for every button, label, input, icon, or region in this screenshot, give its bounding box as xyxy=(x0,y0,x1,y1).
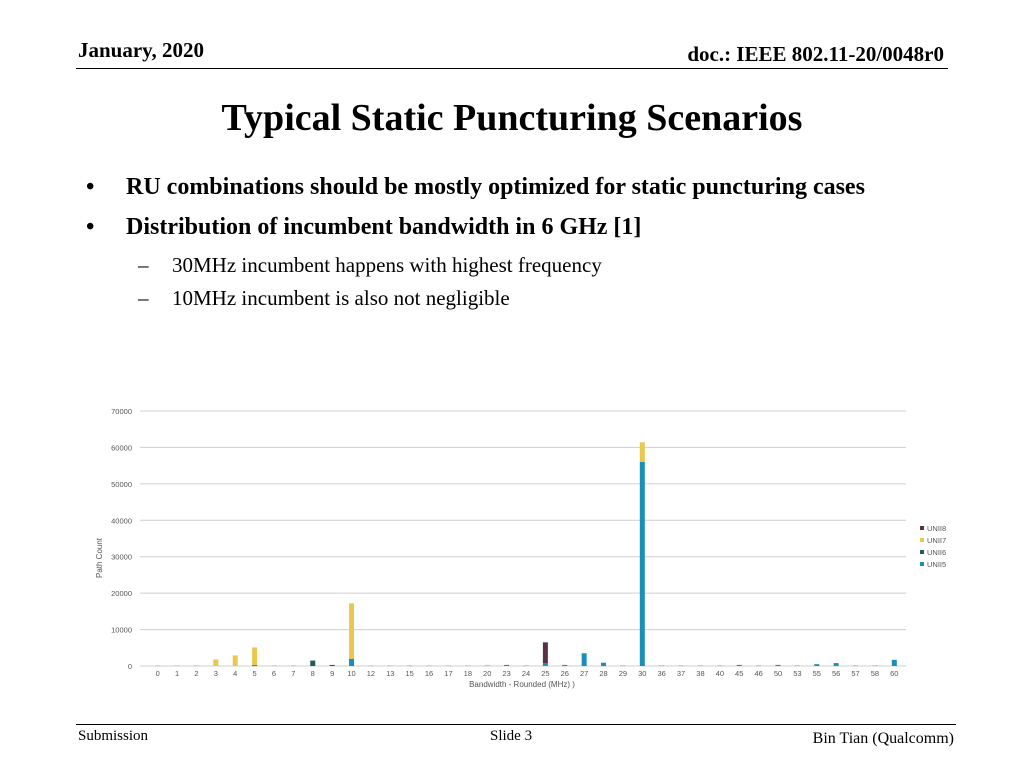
bar-empty-57 xyxy=(853,665,858,666)
bar-empty-40 xyxy=(717,665,722,666)
y-tick-label: 50000 xyxy=(111,479,132,489)
y-tick-label: 10000 xyxy=(111,625,132,635)
bar-unii7-3 xyxy=(213,659,218,666)
sub-bullet-text: 30MHz incumbent happens with highest frequency xyxy=(172,253,602,277)
bar-unii7-4 xyxy=(233,655,238,666)
bar-unii7-1 xyxy=(175,665,180,666)
chart-legend xyxy=(920,524,946,569)
legend-label: UNII6 xyxy=(927,548,947,557)
x-tick-label: 4 xyxy=(233,669,238,678)
bar-unii5-25 xyxy=(543,663,548,666)
bullet-dot-icon: • xyxy=(86,214,95,240)
x-tick-label: 38 xyxy=(696,669,705,678)
x-tick-label: 13 xyxy=(386,669,395,678)
legend-swatch xyxy=(920,538,924,542)
x-tick-label: 37 xyxy=(676,669,686,678)
bar-empty-37 xyxy=(679,665,684,666)
footer-author: Bin Tian (Qualcomm) xyxy=(812,730,954,747)
footer-submission: Submission xyxy=(78,728,149,744)
bar-unii5-30 xyxy=(640,462,645,666)
bar-unii5-55 xyxy=(814,664,819,666)
x-tick-label: 7 xyxy=(291,669,296,678)
y-tick-label: 30000 xyxy=(111,552,132,562)
x-tick-label: 20 xyxy=(483,669,492,678)
y-tick-label: 60000 xyxy=(111,443,132,453)
bar-unii8-25 xyxy=(543,642,548,663)
bar-empty-58 xyxy=(872,665,877,666)
x-tick-label: 15 xyxy=(405,669,414,678)
x-tick-label: 29 xyxy=(618,669,628,678)
footer-rule xyxy=(76,724,956,725)
bar-unii7-30 xyxy=(640,442,645,462)
bullet-text: RU combinations should be mostly optimized for static puncturing cases xyxy=(126,174,865,200)
bandwidth-distribution-chart xyxy=(90,398,960,698)
x-tick-label: 5 xyxy=(252,669,257,678)
header-rule xyxy=(76,68,948,69)
x-tick-label: 36 xyxy=(657,669,666,678)
bar-unii5-26 xyxy=(562,665,567,666)
dash-icon: – xyxy=(138,253,149,277)
x-tick-label: 3 xyxy=(213,669,218,678)
bar-unii6-9 xyxy=(330,665,335,666)
x-tick-label: 6 xyxy=(271,669,277,678)
x-tick-label: 23 xyxy=(502,669,511,678)
bullet-list xyxy=(86,170,966,313)
bar-empty-29 xyxy=(620,665,625,666)
bar-empty-24 xyxy=(524,665,529,666)
legend-label: UNII7 xyxy=(927,536,947,545)
bar-unii7-10 xyxy=(349,603,354,658)
x-tick-label: 16 xyxy=(424,669,434,678)
bar-unii5-28 xyxy=(601,663,606,666)
bar-empty-36 xyxy=(659,665,664,666)
x-tick-label: 60 xyxy=(890,669,899,678)
bar-unii5-56 xyxy=(834,663,839,666)
x-tick-label: 58 xyxy=(870,669,880,678)
x-tick-label: 12 xyxy=(366,669,376,678)
legend-swatch xyxy=(920,526,924,530)
x-tick-label: 27 xyxy=(579,669,589,678)
y-axis-label: Path Count xyxy=(95,537,104,579)
bullet-text: Distribution of incumbent bandwidth in 6 GHz [1] xyxy=(126,214,642,240)
bar-unii7-16 xyxy=(427,665,432,666)
bar-unii7-2 xyxy=(194,665,199,666)
bar-unii5-23 xyxy=(504,665,509,666)
chart-gridlines xyxy=(140,411,906,666)
bar-unii7-12 xyxy=(368,665,373,666)
bar-unii5-60 xyxy=(892,660,897,666)
x-tick-label: 2 xyxy=(194,669,199,678)
x-tick-label: 8 xyxy=(310,669,315,678)
x-tick-label: 45 xyxy=(735,669,744,678)
legend-swatch xyxy=(920,562,924,566)
sub-bullet-item xyxy=(86,250,966,280)
bar-empty-15 xyxy=(407,665,412,666)
x-tick-label: 10 xyxy=(347,669,356,678)
bar-empty-38 xyxy=(698,665,703,666)
bar-unii7-17 xyxy=(446,665,451,666)
sub-bullet-text: 10MHz incumbent is also not negligible xyxy=(172,286,510,310)
bar-unii7-0 xyxy=(155,665,160,666)
x-tick-labels xyxy=(156,669,899,678)
x-tick-label: 57 xyxy=(851,669,860,678)
x-tick-label: 0 xyxy=(155,669,160,678)
bar-unii7-6 xyxy=(272,665,277,666)
legend-label: UNII8 xyxy=(927,524,947,533)
bar-unii5-5 xyxy=(252,665,257,666)
bar-unii6-8 xyxy=(310,661,315,666)
x-tick-label: 50 xyxy=(773,669,783,678)
bar-unii5-27 xyxy=(582,653,587,666)
footer-slide-number: Slide 3 xyxy=(490,728,533,744)
slide-title: Typical Static Puncturing Scenarios xyxy=(221,97,803,139)
legend-swatch xyxy=(920,550,924,554)
bar-unii7-20 xyxy=(485,665,490,666)
y-tick-label: 20000 xyxy=(111,589,132,599)
x-tick-label: 24 xyxy=(521,669,531,678)
x-tick-label: 9 xyxy=(330,669,335,678)
x-tick-label: 18 xyxy=(463,669,473,678)
header-date: January, 2020 xyxy=(78,38,205,62)
bullet-dot-icon: • xyxy=(86,174,95,200)
x-tick-label: 26 xyxy=(560,669,569,678)
bar-unii5-50 xyxy=(776,665,781,666)
x-tick-label: 17 xyxy=(444,669,453,678)
x-tick-label: 25 xyxy=(541,669,550,678)
bar-empty-46 xyxy=(756,665,761,666)
legend-label: UNII5 xyxy=(927,560,947,569)
x-tick-label: 46 xyxy=(754,669,763,678)
y-tick-labels xyxy=(111,407,132,671)
x-tick-label: 28 xyxy=(599,669,608,678)
bar-unii5-45 xyxy=(737,665,742,666)
bar-unii7-7 xyxy=(291,665,296,666)
x-tick-label: 53 xyxy=(793,669,802,678)
x-tick-label: 1 xyxy=(174,669,180,678)
y-tick-label: 0 xyxy=(127,662,132,671)
bullet-item xyxy=(86,170,966,204)
bar-unii7-18 xyxy=(465,665,470,666)
x-axis-label: Bandwidth - Rounded (MHz) ) xyxy=(469,680,575,689)
x-tick-label: 55 xyxy=(812,669,821,678)
sub-bullet-item xyxy=(86,283,966,313)
y-tick-label: 70000 xyxy=(111,407,132,416)
bar-empty-53 xyxy=(795,665,800,666)
x-tick-label: 56 xyxy=(831,669,841,678)
y-tick-label: 40000 xyxy=(111,516,132,526)
bullet-item xyxy=(86,210,966,244)
dash-icon: – xyxy=(138,286,149,310)
bar-unii5-10 xyxy=(349,659,354,666)
chart-bars xyxy=(155,442,897,666)
x-tick-label: 30 xyxy=(638,669,647,678)
bar-unii7-5 xyxy=(252,647,257,664)
bar-unii7-13 xyxy=(388,665,393,666)
header-doc-id: doc.: IEEE 802.11-20/0048r0 xyxy=(687,42,944,66)
x-tick-label: 40 xyxy=(715,669,725,678)
